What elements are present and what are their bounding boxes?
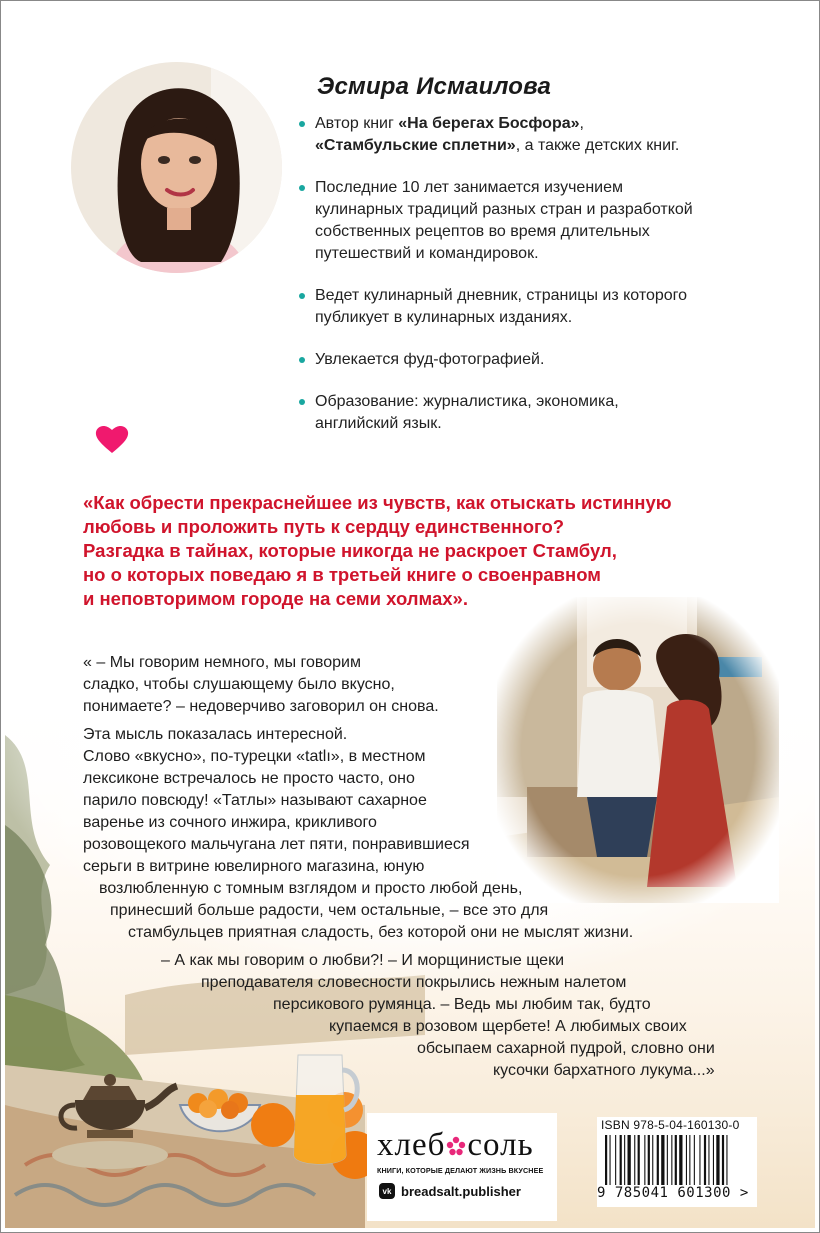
barcode-bar <box>716 1135 719 1185</box>
author-name: Эсмира Исмаилова <box>317 73 552 100</box>
excerpt-line: розовощекого мальчугана лет пяти, понравившиеся <box>83 836 470 853</box>
barcode-bar <box>624 1135 625 1185</box>
barcode-bar <box>699 1135 700 1185</box>
bio-item <box>297 177 777 265</box>
barcode <box>603 1135 753 1185</box>
barcode-bar <box>704 1135 706 1185</box>
excerpt-line: понимаете? – недоверчиво заговорил он снова. <box>83 698 439 715</box>
barcode-bar <box>679 1135 682 1185</box>
barcode-bar <box>615 1135 616 1185</box>
book-title: «На берегах Босфора» <box>398 115 580 132</box>
excerpt-line: серьги в витрине ювелирного магазина, юную <box>83 858 425 875</box>
flower-icon <box>446 1136 466 1156</box>
bio-item <box>297 113 777 157</box>
barcode-bar <box>648 1135 650 1185</box>
bio-item <box>297 391 777 435</box>
barcode-bar <box>694 1135 695 1185</box>
quote-line: «Как обрести прекраснейшее из чувств, как отыскать истинную <box>83 492 672 513</box>
excerpt-line: возлюбленную с томным взглядом и просто любой день, <box>99 880 523 897</box>
bio-item <box>297 285 777 329</box>
couple-illustration <box>497 597 779 903</box>
isbn-text: ISBN 978-5-04-160130-0 <box>601 1118 740 1132</box>
excerpt-line: варенье из сочного инжира, крикливого <box>83 814 377 831</box>
excerpt-line: кусочки бархатного лукума...» <box>493 1062 715 1079</box>
bio-text: , <box>579 115 584 132</box>
bio-line: путешествий и командировок. <box>315 245 539 262</box>
bullet-dot-icon <box>299 399 305 405</box>
publisher-wordmark <box>377 1127 534 1164</box>
excerpt-line: обсыпаем сахарной пудрой, словно они <box>417 1040 715 1057</box>
bio-line: английский язык. <box>315 415 442 432</box>
barcode-bar <box>620 1135 622 1185</box>
barcode-number: 9 785041 601300 > <box>597 1185 749 1201</box>
excerpt-line: « – Мы говорим немного, мы говорим <box>83 654 361 671</box>
quote-line: Разгадка в тайнах, которые никогда не раскроет Стамбул, <box>83 540 617 561</box>
bio-text: , а также детских книг. <box>515 137 680 154</box>
excerpt-line: Слово «вкусно», по-турецки «tatlı», в местном <box>83 748 426 765</box>
logo-word-left: хлеб <box>377 1127 446 1163</box>
quote-line: любовь и проложить путь к сердцу единственного? <box>83 516 565 537</box>
barcode-bar <box>726 1135 727 1185</box>
bio-line: публикует в кулинарных изданиях. <box>315 309 573 326</box>
logo-word-right: соль <box>467 1127 534 1163</box>
vk-handle: breadsalt.publisher <box>401 1183 521 1199</box>
barcode-bar <box>644 1135 645 1185</box>
barcode-block <box>597 1117 757 1207</box>
excerpt-line: преподавателя словесности покрылись нежным налетом <box>201 974 627 991</box>
barcode-bar <box>689 1135 690 1185</box>
vk-link[interactable] <box>379 1183 521 1199</box>
book-title: «Стамбульские сплетни» <box>315 137 516 154</box>
barcode-bar <box>657 1135 659 1185</box>
barcode-bar <box>610 1135 611 1185</box>
bio-line: собственных рецептов во время длительных <box>315 223 650 240</box>
excerpt-line: стамбульцев приятная сладость, без которой они не мыслят жизни. <box>128 924 634 941</box>
back-cover <box>5 5 815 1228</box>
barcode-bar <box>628 1135 631 1185</box>
barcode-bar <box>722 1135 724 1185</box>
bullet-dot-icon <box>299 357 305 363</box>
bullet-dot-icon <box>299 293 305 299</box>
vk-icon: vk <box>379 1183 395 1199</box>
publisher-logo <box>367 1113 557 1221</box>
barcode-bar <box>638 1135 640 1185</box>
bio-text: Автор книг <box>315 115 399 132</box>
quote-line: но о которых поведаю я в третьей книге о своенравном <box>83 564 601 585</box>
barcode-bar <box>667 1135 668 1185</box>
excerpt-line: парило повсюду! «Татлы» называют сахарное <box>83 792 427 809</box>
red-quote <box>83 491 723 611</box>
excerpt-line: принесший больше радости, чем остальные, – все это для <box>110 902 549 919</box>
barcode-bar <box>605 1135 607 1185</box>
bullet-dot-icon <box>299 121 305 127</box>
author-photo <box>71 62 282 273</box>
bullet-dot-icon <box>299 185 305 191</box>
barcode-bar <box>661 1135 664 1185</box>
heart-icon <box>95 424 129 454</box>
author-bio-list <box>297 113 777 435</box>
excerpt-line: купаемся в розовом щербете! А любимых своих <box>329 1018 687 1035</box>
publisher-tagline: КНИГИ, КОТОРЫЕ ДЕЛАЮТ ЖИЗНЬ ВКУСНЕЕ <box>377 1166 544 1175</box>
excerpt-line: – А как мы говорим о любви?! – И морщинистые щеки <box>161 952 565 969</box>
bio-line: кулинарных традиций разных стран и разработкой <box>315 201 693 218</box>
barcode-bar <box>652 1135 653 1185</box>
excerpt-line: Эта мысль показалась интересной. <box>83 726 348 743</box>
excerpt-line: сладко, чтобы слушающему было вкусно, <box>83 676 395 693</box>
bio-line: Образование: журналистика, экономика, <box>315 393 619 410</box>
bio-item <box>297 349 777 371</box>
barcode-bar <box>634 1135 635 1185</box>
bio-line: Последние 10 лет занимается изучением <box>315 179 623 196</box>
excerpt-line: персикового румянца. – Ведь мы любим так, будто <box>273 996 651 1013</box>
barcode-bar <box>713 1135 714 1185</box>
barcode-bar <box>708 1135 709 1185</box>
barcode-bar <box>671 1135 672 1185</box>
bio-line: Увлекается фуд-фотографией. <box>315 351 545 368</box>
quote-line: и неповторимом городе на семи холмах». <box>83 588 468 609</box>
barcode-bar <box>686 1135 687 1185</box>
bio-line: Ведет кулинарный дневник, страницы из которого <box>315 287 688 304</box>
barcode-bar <box>675 1135 677 1185</box>
excerpt-line: лексиконе встречалось не просто часто, оно <box>83 770 415 787</box>
